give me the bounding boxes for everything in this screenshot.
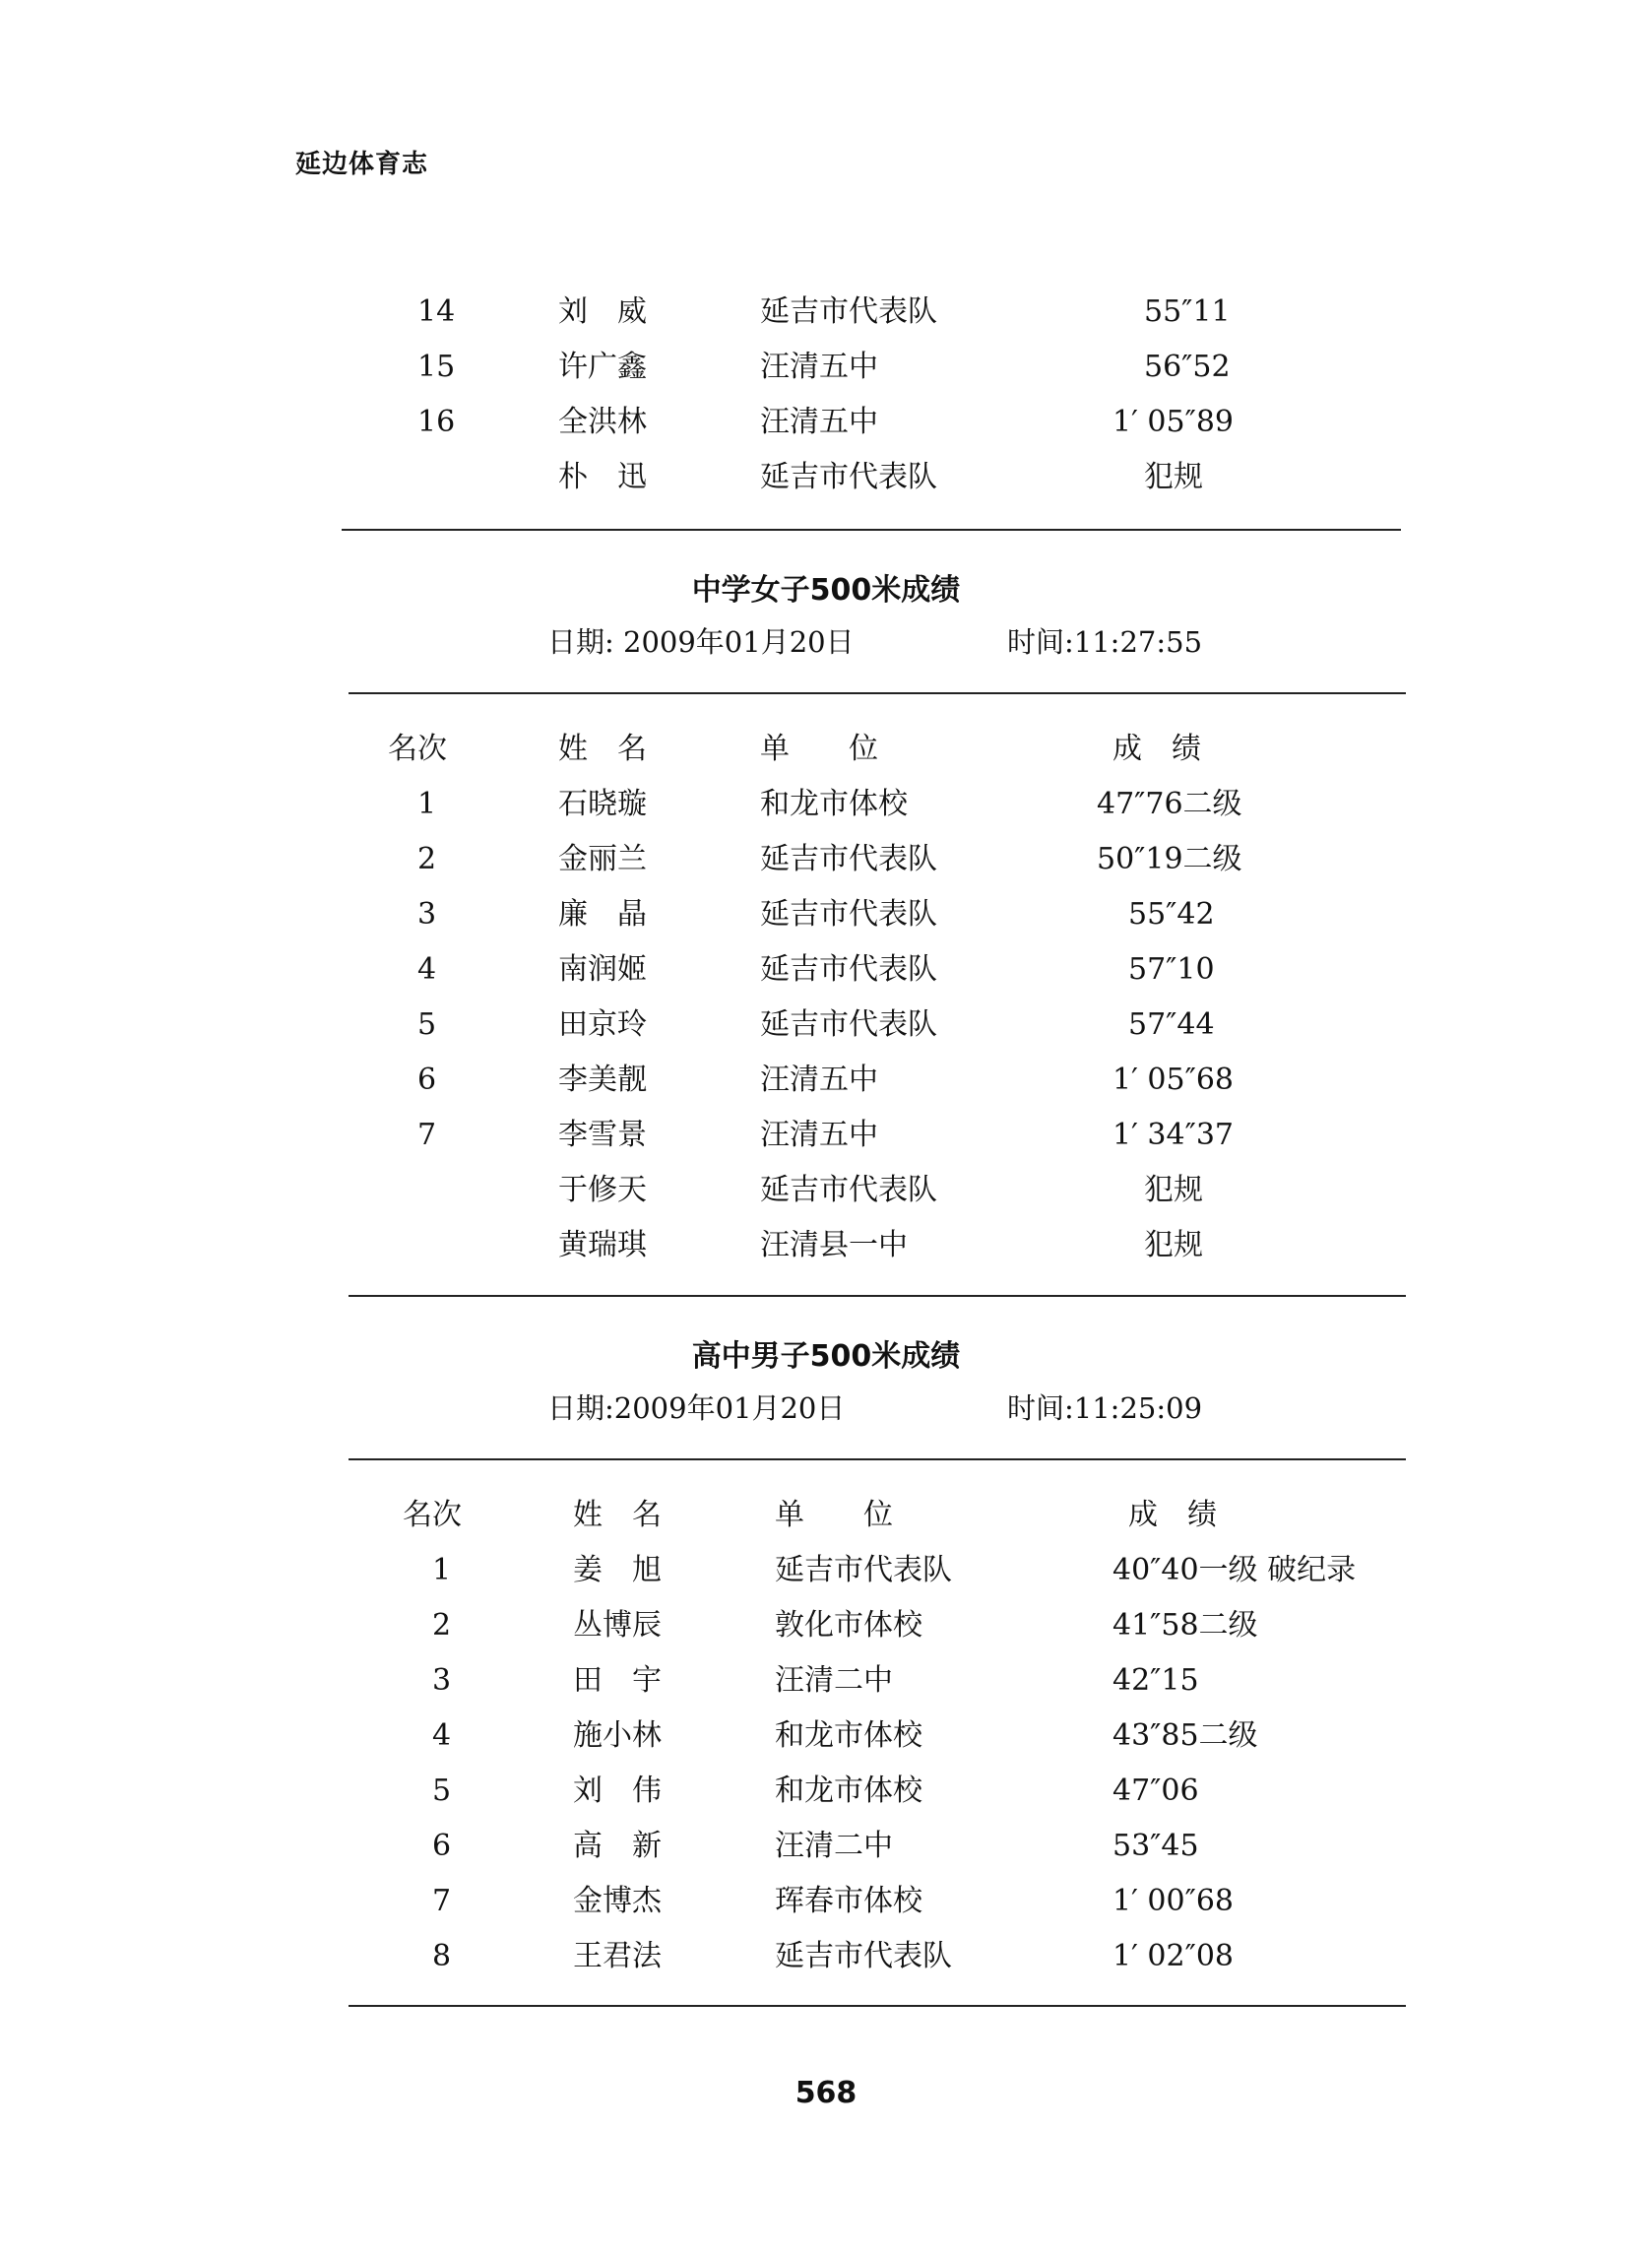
name-cell: 廉 晶 <box>558 897 647 932</box>
name-cell: 王君法 <box>573 1939 662 1973</box>
table-top-rule <box>349 692 1406 694</box>
unit-cell: 汪清二中 <box>775 1663 893 1698</box>
table-row <box>0 1653 1652 1709</box>
table-row <box>0 777 1652 832</box>
score-cell: 50″19二级 <box>1097 842 1242 876</box>
unit-cell: 延吉市代表队 <box>775 1939 952 1973</box>
rank-cell: 2 <box>432 1608 452 1643</box>
table-row <box>0 395 1652 450</box>
rank-cell: 14 <box>417 294 456 329</box>
score-cell: 43″85二级 <box>1112 1718 1258 1753</box>
score-cell: 1′ 00″68 <box>1112 1884 1234 1918</box>
boys-results-table <box>0 1488 1652 1984</box>
unit-cell: 延吉市代表队 <box>760 842 937 876</box>
score-cell: 47″76二级 <box>1097 787 1242 821</box>
score-cell: 41″58二级 <box>1112 1608 1258 1643</box>
name-cell: 于修天 <box>558 1173 647 1207</box>
score-cell: 40″40一级 破纪录 <box>1112 1553 1357 1587</box>
score-cell: 55″42 <box>1128 897 1215 932</box>
table-row <box>0 1764 1652 1819</box>
score-cell: 47″06 <box>1112 1773 1199 1808</box>
rank-cell: 5 <box>432 1773 452 1808</box>
score-cell: 57″44 <box>1128 1007 1215 1042</box>
date-label: 日期: 2009年01月20日 <box>547 625 855 659</box>
rank-cell: 8 <box>432 1939 452 1973</box>
table-row <box>0 1819 1652 1874</box>
unit-cell: 和龙市体校 <box>760 787 908 821</box>
unit-cell: 汪清五中 <box>760 405 878 439</box>
header-name: 姓 名 <box>573 1498 662 1532</box>
rank-cell: 2 <box>417 842 437 876</box>
rank-cell: 6 <box>432 1829 452 1863</box>
name-cell: 朴 迅 <box>558 460 647 494</box>
rank-cell: 16 <box>417 405 456 439</box>
header-unit: 单 位 <box>760 732 878 766</box>
name-cell: 施小林 <box>573 1718 662 1753</box>
name-cell: 刘 威 <box>558 294 647 329</box>
score-cell: 57″10 <box>1128 952 1215 987</box>
rank-cell: 1 <box>432 1553 452 1587</box>
unit-cell: 延吉市代表队 <box>760 1007 937 1042</box>
name-cell: 田京玲 <box>558 1007 647 1042</box>
name-cell: 高 新 <box>573 1829 662 1863</box>
unit-cell: 延吉市代表队 <box>760 897 937 932</box>
score-cell: 55″11 <box>1144 294 1231 329</box>
score-cell: 53″45 <box>1112 1829 1199 1863</box>
time-label: 时间:11:27:55 <box>1007 625 1203 659</box>
rank-cell: 3 <box>432 1663 452 1698</box>
score-cell: 犯规 <box>1144 1173 1203 1207</box>
score-cell: 56″52 <box>1144 350 1231 384</box>
table-row <box>0 1108 1652 1163</box>
section-title-boys-500m: 高中男子500米成绩 <box>691 1339 961 1374</box>
table-row <box>0 1598 1652 1653</box>
table-top-rule <box>349 1458 1406 1460</box>
unit-cell: 汪清县一中 <box>760 1228 908 1262</box>
header-rank: 名次 <box>388 732 447 766</box>
name-cell: 许广鑫 <box>558 350 647 384</box>
running-header: 延边体育志 <box>295 150 429 179</box>
name-cell: 李美靓 <box>558 1063 647 1097</box>
unit-cell: 延吉市代表队 <box>760 952 937 987</box>
unit-cell: 汪清五中 <box>760 1063 878 1097</box>
table-header-row <box>0 722 1652 777</box>
unit-cell: 延吉市代表队 <box>760 1173 937 1207</box>
girls-results-table <box>0 722 1652 1273</box>
table-row <box>0 1709 1652 1764</box>
unit-cell: 和龙市体校 <box>775 1773 922 1808</box>
unit-cell: 延吉市代表队 <box>760 294 937 329</box>
name-cell: 金博杰 <box>573 1884 662 1918</box>
rank-cell: 6 <box>417 1063 437 1097</box>
unit-cell: 和龙市体校 <box>775 1718 922 1753</box>
table-header-row <box>0 1488 1652 1543</box>
name-cell: 刘 伟 <box>573 1773 662 1808</box>
table-row <box>0 832 1652 887</box>
section-title-girls-500m: 中学女子500米成绩 <box>691 573 961 608</box>
continued-results-table <box>0 285 1652 505</box>
rank-cell: 4 <box>432 1718 452 1753</box>
table-row <box>0 1163 1652 1218</box>
rank-cell: 7 <box>432 1884 452 1918</box>
score-cell: 1′ 05″89 <box>1112 405 1234 439</box>
unit-cell: 珲春市体校 <box>775 1884 922 1918</box>
score-cell: 犯规 <box>1144 1228 1203 1262</box>
unit-cell: 延吉市代表队 <box>760 460 937 494</box>
name-cell: 丛博辰 <box>573 1608 662 1643</box>
date-label: 日期:2009年01月20日 <box>547 1391 846 1425</box>
unit-cell: 汪清二中 <box>775 1829 893 1863</box>
table-row <box>0 340 1652 395</box>
section-divider <box>342 529 1401 531</box>
rank-cell: 3 <box>417 897 437 932</box>
name-cell: 黄瑞琪 <box>558 1228 647 1262</box>
rank-cell: 5 <box>417 1007 437 1042</box>
score-cell: 1′ 34″37 <box>1112 1118 1234 1152</box>
header-score: 成 绩 <box>1128 1498 1217 1532</box>
name-cell: 金丽兰 <box>558 842 647 876</box>
section-divider <box>349 2005 1406 2007</box>
rank-cell: 15 <box>417 350 456 384</box>
table-row <box>0 1874 1652 1929</box>
unit-cell: 敦化市体校 <box>775 1608 922 1643</box>
name-cell: 李雪景 <box>558 1118 647 1152</box>
table-row <box>0 1929 1652 1984</box>
header-unit: 单 位 <box>775 1498 893 1532</box>
name-cell: 田 宇 <box>573 1663 662 1698</box>
time-label: 时间:11:25:09 <box>1007 1391 1203 1425</box>
table-row <box>0 1053 1652 1108</box>
score-cell: 1′ 02″08 <box>1112 1939 1234 1973</box>
unit-cell: 汪清五中 <box>760 1118 878 1152</box>
name-cell: 石晓璇 <box>558 787 647 821</box>
table-row <box>0 942 1652 998</box>
table-row <box>0 285 1652 340</box>
header-score: 成 绩 <box>1112 732 1201 766</box>
page-number: 568 <box>794 2076 858 2110</box>
rank-cell: 1 <box>417 787 437 821</box>
rank-cell: 4 <box>417 952 437 987</box>
name-cell: 全洪林 <box>558 405 647 439</box>
table-row <box>0 998 1652 1053</box>
table-row <box>0 1543 1652 1598</box>
unit-cell: 延吉市代表队 <box>775 1553 952 1587</box>
table-row <box>0 1218 1652 1273</box>
rank-cell: 7 <box>417 1118 437 1152</box>
table-row <box>0 887 1652 942</box>
unit-cell: 汪清五中 <box>760 350 878 384</box>
header-rank: 名次 <box>403 1498 462 1532</box>
table-row <box>0 450 1652 505</box>
score-cell: 犯规 <box>1144 460 1203 494</box>
name-cell: 南润姬 <box>558 952 647 987</box>
header-name: 姓 名 <box>558 732 647 766</box>
score-cell: 42″15 <box>1112 1663 1199 1698</box>
score-cell: 1′ 05″68 <box>1112 1063 1234 1097</box>
section-divider <box>349 1295 1406 1297</box>
name-cell: 姜 旭 <box>573 1553 662 1587</box>
